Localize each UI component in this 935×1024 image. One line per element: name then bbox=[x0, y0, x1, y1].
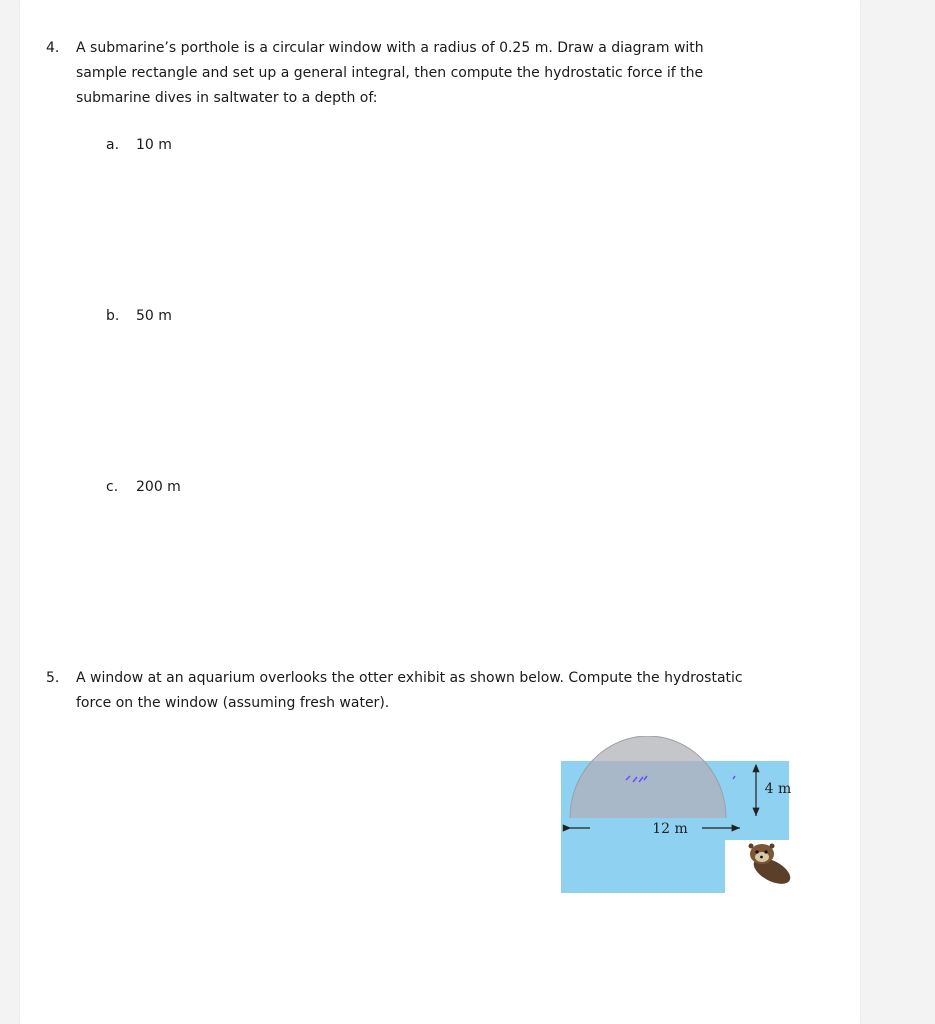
question-text bbox=[76, 666, 743, 716]
part-letter: c. bbox=[106, 479, 119, 495]
document-page bbox=[20, 0, 860, 1024]
question-text bbox=[76, 36, 704, 111]
part-value: 50 m bbox=[136, 308, 172, 324]
question-number: 5. bbox=[46, 670, 60, 686]
part-letter: b. bbox=[106, 308, 120, 324]
question-5 bbox=[46, 666, 836, 721]
water-lower bbox=[561, 840, 725, 893]
question-number: 4. bbox=[46, 40, 60, 56]
width-label: 12 m bbox=[652, 821, 688, 837]
question-4 bbox=[46, 36, 826, 116]
part-letter: a. bbox=[106, 137, 120, 153]
height-label: 4 m bbox=[764, 781, 792, 797]
question-line: A window at an aquarium overlooks the otter exhibit as shown below. Compute the hydrostatic bbox=[76, 670, 743, 686]
question-line: sample rectangle and set up a general integral, then compute the hydrostatic force if the bbox=[76, 65, 704, 81]
otter-image bbox=[747, 842, 792, 893]
question-line: A submarine’s porthole is a circular window with a radius of 0.25 m. Draw a diagram with bbox=[76, 40, 704, 56]
question-line: submarine dives in saltwater to a depth of: bbox=[76, 90, 378, 106]
part-value: 10 m bbox=[136, 137, 172, 153]
part-value: 200 m bbox=[136, 479, 181, 495]
otter-exhibit-diagram bbox=[560, 736, 792, 896]
question-line: force on the window (assuming fresh water). bbox=[76, 695, 390, 711]
